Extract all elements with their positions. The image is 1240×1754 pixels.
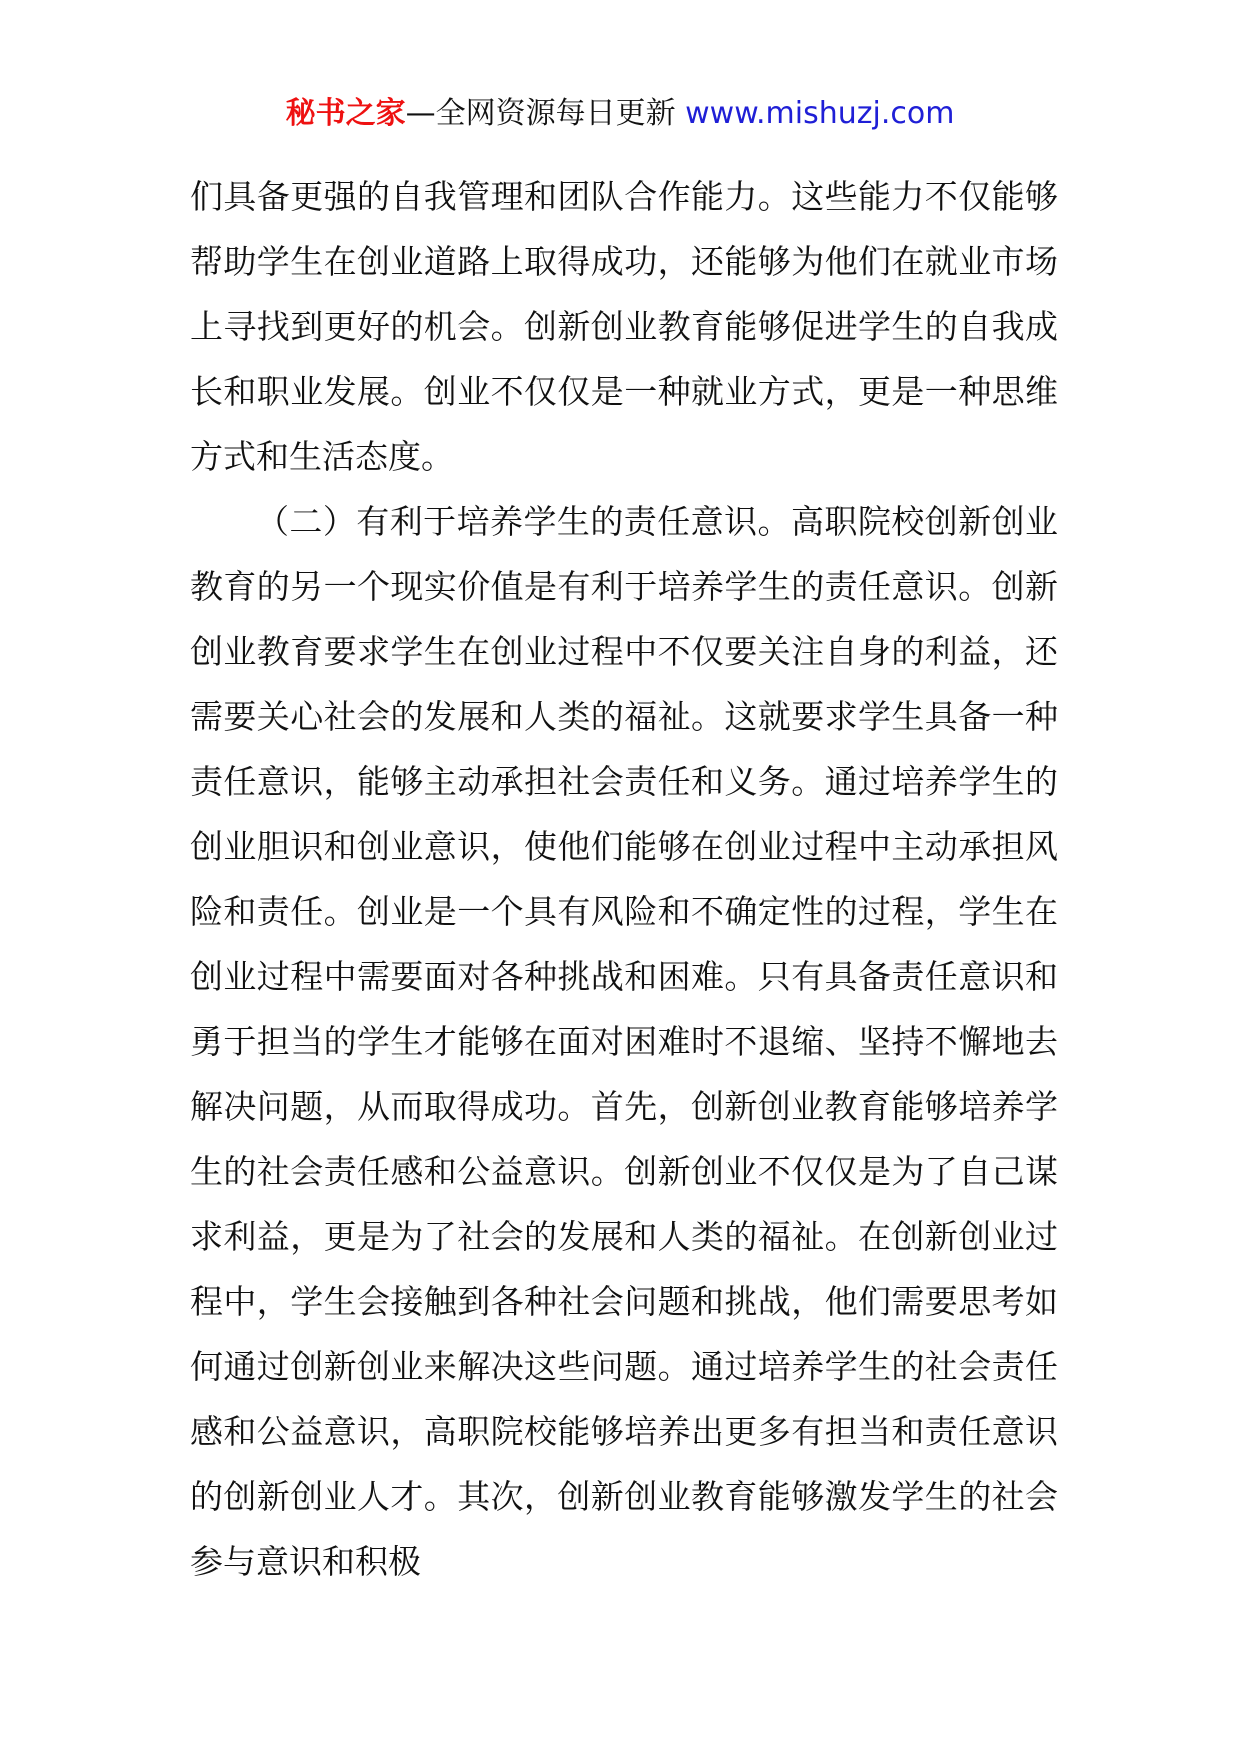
paragraph-responsibility: （二）有利于培养学生的责任意识。高职院校创新创业教育的另一个现实价值是有利于培养学生的责任意识。创新创业教育要求学生在创业过程中不仅要关注自身的利益，还需要关心社会的发展和人类的福祉。这就要求学生具备一种责任意识，能够主动承担社会责任和义务。通过培养学生的创业胆识和创业意识，使他们能够在创业过程中主动承担风险和责任。创业是一个具有风险和不确定性的过程，学生在创业过程中需要面对各种挑战和困难。只有具备责任意识和勇于担当的学生才能够在面对困难时不退缩、坚持不懈地去解决问题，从而取得成功。首先，创新创业教育能够培养学生的社会责任感和公益意识。创新创业不仅仅是为了自己谋求利益，更是为了社会的发展和人类的福祉。在创新创业过程中，学生会接触到各种社会问题和挑战，他们需要思考如何通过创新创业来解决这些问题。通过培养学生的社会责任感和公益意识，高职院校能够培养出更多有担当和责任意识的创新创业人才。其次，创新创业教育能够激发学生的社会参与意识和积极 (190, 502, 1058, 1581)
document-body (190, 164, 1058, 1594)
site-tagline: —全网资源每日更新 (405, 96, 676, 131)
site-url-link[interactable]: www.mishuzj.com (685, 96, 955, 131)
site-header (0, 94, 1240, 134)
paragraph-continuation: 们具备更强的自我管理和团队合作能力。这些能力不仅能够帮助学生在创业道路上取得成功，还能够为他们在就业市场上寻找到更好的机会。创新创业教育能够促进学生的自我成长和职业发展。创业不仅仅是一种就业方式，更是一种思维方式和生活态度。 (190, 177, 1058, 476)
site-brand: 秘书之家 (285, 96, 406, 131)
